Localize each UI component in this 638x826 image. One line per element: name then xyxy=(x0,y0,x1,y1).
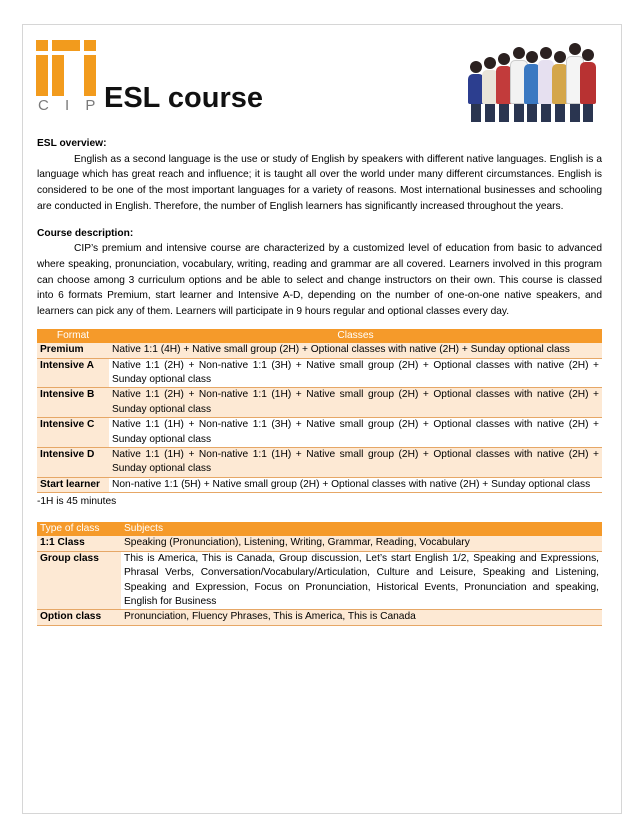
description-paragraph: CIP’s premium and intensive course are characterized by a customized level of education from basic to advanced where speaking, pronunciation, vocabulary, writing, reading and grammar are all covered. Learners involved in this program can choose among 3 curriculum options and be able to select and change instructors on their own. This course is classed into 6 formats Premium, start learner and Intensive A-D, depending on the number of one-on-one native speakers, and learners can pick any of them. Learners will participate in 9 hours regular and optional classes every day. xyxy=(37,243,602,318)
subjects-table xyxy=(37,522,602,626)
format-cell: Intensive A xyxy=(37,358,109,388)
students-photo xyxy=(466,32,604,122)
table-row xyxy=(37,447,602,477)
format-cell: Intensive B xyxy=(37,388,109,418)
description-heading: Course description: xyxy=(37,227,134,239)
class-type-cell: Group class xyxy=(37,551,121,610)
table-row xyxy=(37,610,602,625)
table-note: -1H is 45 minutes xyxy=(37,496,117,508)
class-type-cell: Option class xyxy=(37,610,121,625)
table-row xyxy=(37,551,602,610)
classes-cell: Native 1:1 (4H) + Native small group (2H) + Optional classes with native (2H) + Sunday optional class xyxy=(109,343,602,358)
table-row xyxy=(37,418,602,448)
format-cell: Intensive C xyxy=(37,418,109,448)
formats-header-classes: Classes xyxy=(109,329,602,343)
subjects-cell: Pronunciation, Fluency Phrases, This is America, This is Canada xyxy=(121,610,602,625)
table-row xyxy=(37,536,602,551)
format-cell: Start learner xyxy=(37,477,109,492)
subjects-cell: This is America, This is Canada, Group discussion, Let’s start English 1/2, Speaking and Expressions, Phrasal Verbs, Conversation/Vocabulary/Articulation, Culture and Leisure, Speaking and Listening, Speaking and Expression, Focus on Pronunciation, Historical Events, Pronunciation and speaking, English for Business xyxy=(121,551,602,610)
subjects-cell: Speaking (Pronunciation), Listening, Writing, Grammar, Reading, Vocabulary xyxy=(121,536,602,551)
overview-heading: ESL overview: xyxy=(37,138,107,149)
formats-header-format: Format xyxy=(37,329,109,343)
classes-cell: Native 1:1 (2H) + Non-native 1:1 (1H) + Native small group (2H) + Optional classes with native (2H) + Sunday optional class xyxy=(109,388,602,418)
logo-text: C I P xyxy=(38,97,102,114)
overview-paragraph: English as a second language is the use or study of English by speakers with different native languages. English is a language which has great reach and influence; it is taught all over the world under many different circumstances. English is considered to be one of the most important languages for a variety of reasons. Most international businesses and schooling are conducted in English. Therefore, the number of English learners has significantly increased throughout the years. xyxy=(37,153,602,212)
subjects-header-type: Type of class xyxy=(37,522,121,536)
format-cell: Intensive D xyxy=(37,447,109,477)
formats-table xyxy=(37,329,602,493)
classes-cell: Non-native 1:1 (5H) + Native small group (2H) + Optional classes with native (2H) + Sunday optional class xyxy=(109,477,602,492)
page-title: ESL course xyxy=(104,82,264,114)
table-row xyxy=(37,477,602,492)
subjects-header-subjects: Subjects xyxy=(121,522,602,536)
format-cell: Premium xyxy=(37,343,109,358)
classes-cell: Native 1:1 (1H) + Non-native 1:1 (3H) + Native small group (2H) + Optional classes with native (2H) + Sunday optional class xyxy=(109,418,602,448)
content xyxy=(37,136,602,626)
student-figure xyxy=(580,49,596,122)
classes-cell: Native 1:1 (1H) + Non-native 1:1 (1H) + Native small group (2H) + Optional classes with native (2H) + Sunday optional class xyxy=(109,447,602,477)
classes-cell: Native 1:1 (2H) + Non-native 1:1 (3H) + Native small group (2H) + Optional classes with native (2H) + Sunday optional class xyxy=(109,358,602,388)
class-type-cell: 1:1 Class xyxy=(37,536,121,551)
table-row xyxy=(37,343,602,358)
table-row xyxy=(37,388,602,418)
table-row xyxy=(37,358,602,388)
